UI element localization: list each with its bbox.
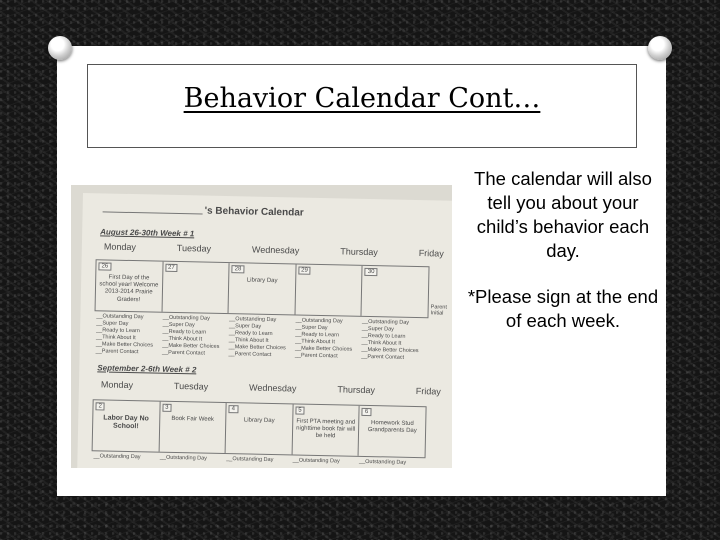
day-note: Labor Day No School! xyxy=(103,414,149,431)
checklist-item: __Parent Contact xyxy=(294,352,338,360)
date-number: 26 xyxy=(98,262,111,270)
checklist-item: __Super Day xyxy=(228,323,262,330)
day-cell xyxy=(295,264,363,315)
date-number: 2 xyxy=(95,402,105,410)
checklist-item: __Make Better Choices xyxy=(162,342,220,350)
checklist-item: __Outstanding Day xyxy=(226,456,274,464)
day-header-row xyxy=(101,379,441,396)
checklist-item: __Think About It xyxy=(228,337,269,344)
checklist-item: __Parent Contact xyxy=(95,348,139,356)
day-cell xyxy=(96,260,164,311)
checklist-item: __Ready to Learn xyxy=(162,328,207,336)
day-cell xyxy=(362,266,429,317)
date-number: 5 xyxy=(295,406,305,414)
checklist-column xyxy=(160,315,227,358)
checklist-item: __Make Better Choices xyxy=(361,346,419,355)
checklist-item: __Parent Contact xyxy=(361,353,405,361)
day-cell xyxy=(229,263,297,314)
day-note: Library Day xyxy=(243,417,275,425)
checklist-item: __Think About It xyxy=(162,335,203,343)
day-label: Monday xyxy=(100,379,134,391)
checklist-item: __Think About It xyxy=(295,338,335,346)
day-note: Library Day xyxy=(246,277,278,285)
checklist-item: __Super Day xyxy=(295,324,328,332)
day-label: Thursday xyxy=(337,384,376,396)
date-number: 6 xyxy=(362,408,372,416)
day-note xyxy=(166,276,226,277)
slide-body-text xyxy=(466,167,660,355)
calendar-sheet xyxy=(77,193,452,468)
pushpin-icon xyxy=(648,36,672,60)
checklist-item: __Super Day xyxy=(96,320,129,327)
day-label: Tuesday xyxy=(173,380,209,392)
body-paragraph: The calendar will also tell you about your child’s behavior each day. xyxy=(474,168,652,261)
checklist-item: __Parent Contact xyxy=(228,351,272,358)
checklist-item: __Super Day xyxy=(162,321,195,329)
day-note: First Day of the school year! Welcome 2013-2014 Prairie Graders! xyxy=(99,274,159,303)
day-label: Wednesday xyxy=(251,244,300,256)
checklist-item: __Make Better Choices xyxy=(294,345,353,353)
day-note xyxy=(299,279,359,280)
day-label: Wednesday xyxy=(248,382,297,394)
checklist-item: __Outstanding Day xyxy=(292,457,340,465)
day-cell xyxy=(359,406,426,457)
date-number: 4 xyxy=(229,405,239,413)
day-cell xyxy=(226,403,294,454)
checklist-item: __Think About It xyxy=(95,334,136,342)
slide-title: Behavior Calendar Cont… xyxy=(183,83,541,114)
checklist-item: __Make Better Choices xyxy=(95,341,154,349)
checklist-item: __Think About It xyxy=(361,339,402,347)
day-note: Book Fair Week xyxy=(171,415,215,423)
checklist-item: __Super Day xyxy=(361,325,395,333)
checklist-item: __Outstanding Day xyxy=(159,454,208,462)
week-label: August 26-30th Week # 1 xyxy=(100,227,195,239)
checklist-column xyxy=(226,316,293,359)
checklist-item: __Outstanding Day xyxy=(93,453,141,461)
week-grid xyxy=(95,259,430,318)
checklist-item: __Ready to Learn xyxy=(361,332,406,340)
parent-initial-label: Parent Initial xyxy=(430,304,447,317)
checklist-item: __Parent Contact xyxy=(162,349,205,357)
day-label: Tuesday xyxy=(176,242,212,254)
checklist-item: __Outstanding Day xyxy=(358,458,407,466)
checklist-item: __Outstanding Day xyxy=(96,313,144,321)
day-note: First PTA meeting and nighttime book fair will be held xyxy=(296,418,356,440)
day-cell xyxy=(93,400,161,451)
checklist-item: __Ready to Learn xyxy=(228,330,273,338)
day-cell xyxy=(162,262,230,313)
day-cell xyxy=(159,402,227,453)
checklist-row xyxy=(94,313,427,362)
day-label: Friday xyxy=(415,386,441,397)
checklist-item: __Outstanding Day xyxy=(229,316,277,324)
checklist-item: __Make Better Choices xyxy=(228,344,286,352)
checklist-item: __Outstanding Day xyxy=(295,317,343,325)
date-number: 29 xyxy=(298,267,311,275)
sheet-title: 's Behavior Calendar xyxy=(204,205,304,219)
day-note xyxy=(366,280,426,281)
day-label: Monday xyxy=(103,241,137,253)
checklist-item: __Ready to Learn xyxy=(295,331,340,339)
day-cell xyxy=(292,404,360,455)
checklist-item: __Outstanding Day xyxy=(361,318,410,326)
checklist-item: __Outstanding Day xyxy=(162,314,210,322)
day-note: Homework Stud Grandparents Day xyxy=(367,420,417,435)
pushpin-icon xyxy=(48,36,72,60)
day-label: Friday xyxy=(418,248,444,259)
date-number: 28 xyxy=(232,265,245,273)
day-header-row xyxy=(104,241,444,258)
checklist-item: __Ready to Learn xyxy=(96,327,140,335)
name-blank xyxy=(103,211,203,214)
day-label: Thursday xyxy=(340,246,378,258)
date-number: 30 xyxy=(365,268,378,276)
title-frame xyxy=(87,64,637,148)
week-label: September 2-6th Week # 2 xyxy=(97,363,197,375)
checklist-column xyxy=(293,317,360,360)
date-number: 27 xyxy=(165,264,178,272)
checklist-column xyxy=(359,319,426,362)
body-paragraph: *Please sign at the end of each week. xyxy=(467,286,659,331)
checklist-column xyxy=(94,313,161,356)
week-grid xyxy=(92,399,427,458)
calendar-photo xyxy=(71,185,452,468)
date-number: 3 xyxy=(162,404,172,412)
